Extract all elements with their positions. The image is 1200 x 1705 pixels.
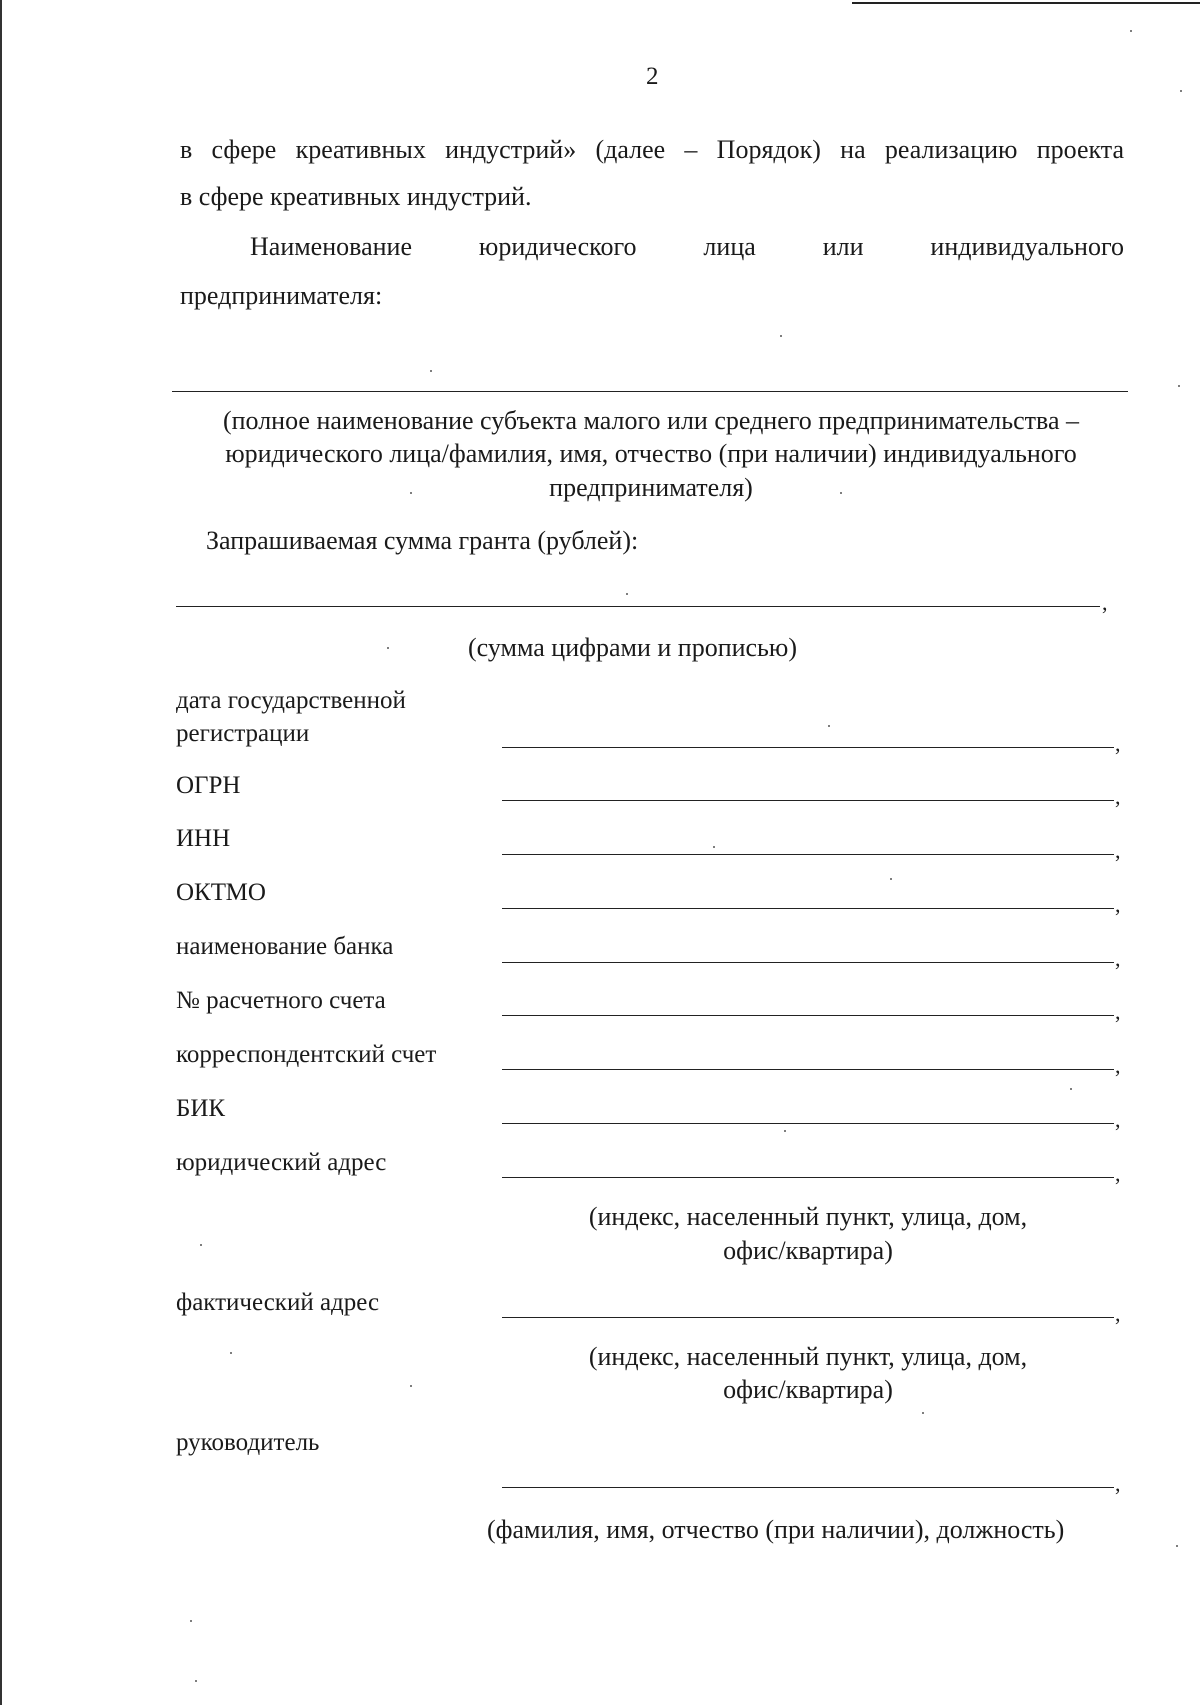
applicant-label-line-1: Наименование юридического лица или индивидуального	[250, 232, 1124, 261]
legal-address-caption-line-2: офис/квартира)	[723, 1236, 893, 1265]
page-number: 2	[646, 63, 659, 90]
scan-speck	[195, 1680, 197, 1682]
scan-speck	[780, 335, 782, 337]
head-field[interactable]	[502, 1487, 1114, 1488]
inn-label: ИНН	[176, 825, 231, 852]
applicant-caption-line-2: юридического лица/фамилия, имя, отчество (при наличии) индивидуального	[225, 439, 1077, 468]
scan-speck	[890, 878, 892, 880]
scan-speck	[922, 1412, 924, 1414]
corr-account-comma: ,	[1115, 1053, 1121, 1078]
scan-speck	[828, 725, 830, 727]
corr-account-field[interactable]	[502, 1069, 1114, 1070]
scan-speck	[1176, 1545, 1178, 1547]
bank-name-field[interactable]	[502, 962, 1114, 963]
inn-comma: ,	[1115, 838, 1121, 863]
bik-comma: ,	[1115, 1107, 1121, 1132]
scan-speck	[410, 1385, 412, 1387]
legal-address-label: юридический адрес	[176, 1149, 387, 1176]
grant-label: Запрашиваемая сумма гранта (рублей):	[206, 526, 639, 555]
reg-date-label-line-2: регистрации	[176, 720, 310, 747]
scan-top-edge	[852, 2, 1200, 4]
scan-speck	[1130, 30, 1132, 32]
applicant-name-field[interactable]	[172, 391, 1128, 392]
oktmo-field[interactable]	[502, 908, 1114, 909]
account-field[interactable]	[502, 1015, 1114, 1016]
actual-address-caption-line-1: (индекс, населенный пункт, улица, дом,	[588, 1342, 1028, 1371]
head-caption: (фамилия, имя, отчество (при наличии), должность)	[487, 1515, 1065, 1544]
bank-name-comma: ,	[1115, 946, 1121, 971]
ogrn-label: ОГРН	[176, 772, 241, 799]
bik-field[interactable]	[502, 1123, 1114, 1124]
oktmo-comma: ,	[1115, 892, 1121, 917]
applicant-caption-line-1: (полное наименование субъекта малого или среднего предпринимательства –	[222, 406, 1080, 435]
reg-date-field[interactable]	[502, 747, 1114, 748]
legal-address-field[interactable]	[502, 1177, 1114, 1178]
actual-address-caption-line-2: офис/квартира)	[723, 1375, 893, 1404]
reg-date-label-line-1: дата государственной	[176, 687, 406, 714]
actual-address-label: фактический адрес	[176, 1289, 380, 1316]
scan-speck	[387, 647, 389, 649]
actual-address-field[interactable]	[502, 1317, 1114, 1318]
oktmo-label: ОКТМО	[176, 879, 266, 906]
grant-amount-comma: ,	[1102, 590, 1108, 615]
scan-speck	[1180, 90, 1182, 92]
intro-line-2: в сфере креативных индустрий.	[180, 182, 532, 211]
scan-speck	[626, 593, 628, 595]
scan-speck	[713, 846, 715, 848]
intro-line-1: в сфере креативных индустрий» (далее – Порядок) на реализацию проекта	[180, 135, 1124, 164]
scan-edge	[0, 0, 2, 1705]
grant-caption: (сумма цифрами и прописью)	[468, 633, 797, 662]
scan-speck	[230, 1352, 232, 1354]
scan-speck	[1178, 385, 1180, 387]
scan-speck	[784, 1130, 786, 1132]
scan-speck	[840, 492, 842, 494]
account-comma: ,	[1115, 999, 1121, 1024]
scan-speck	[190, 1620, 192, 1622]
corr-account-label: корреспондентский счет	[176, 1041, 437, 1068]
ogrn-field[interactable]	[502, 800, 1114, 801]
head-label: руководитель	[176, 1429, 320, 1456]
applicant-caption-line-3: предпринимателя)	[549, 473, 753, 502]
actual-address-comma: ,	[1115, 1301, 1121, 1326]
grant-amount-field[interactable]	[176, 606, 1100, 607]
scan-speck	[410, 492, 412, 494]
legal-address-caption-line-1: (индекс, населенный пункт, улица, дом,	[588, 1202, 1028, 1231]
ogrn-comma: ,	[1115, 784, 1121, 809]
scan-speck	[200, 1244, 202, 1246]
inn-field[interactable]	[502, 854, 1114, 855]
scan-speck	[1070, 1088, 1072, 1090]
bik-label: БИК	[176, 1095, 226, 1122]
reg-date-comma: ,	[1115, 731, 1121, 756]
legal-address-comma: ,	[1115, 1161, 1121, 1186]
bank-name-label: наименование банка	[176, 933, 394, 960]
scan-speck	[430, 370, 432, 372]
account-label: № расчетного счета	[176, 987, 386, 1014]
applicant-label-line-2: предпринимателя:	[180, 281, 383, 310]
head-comma: ,	[1115, 1471, 1121, 1496]
